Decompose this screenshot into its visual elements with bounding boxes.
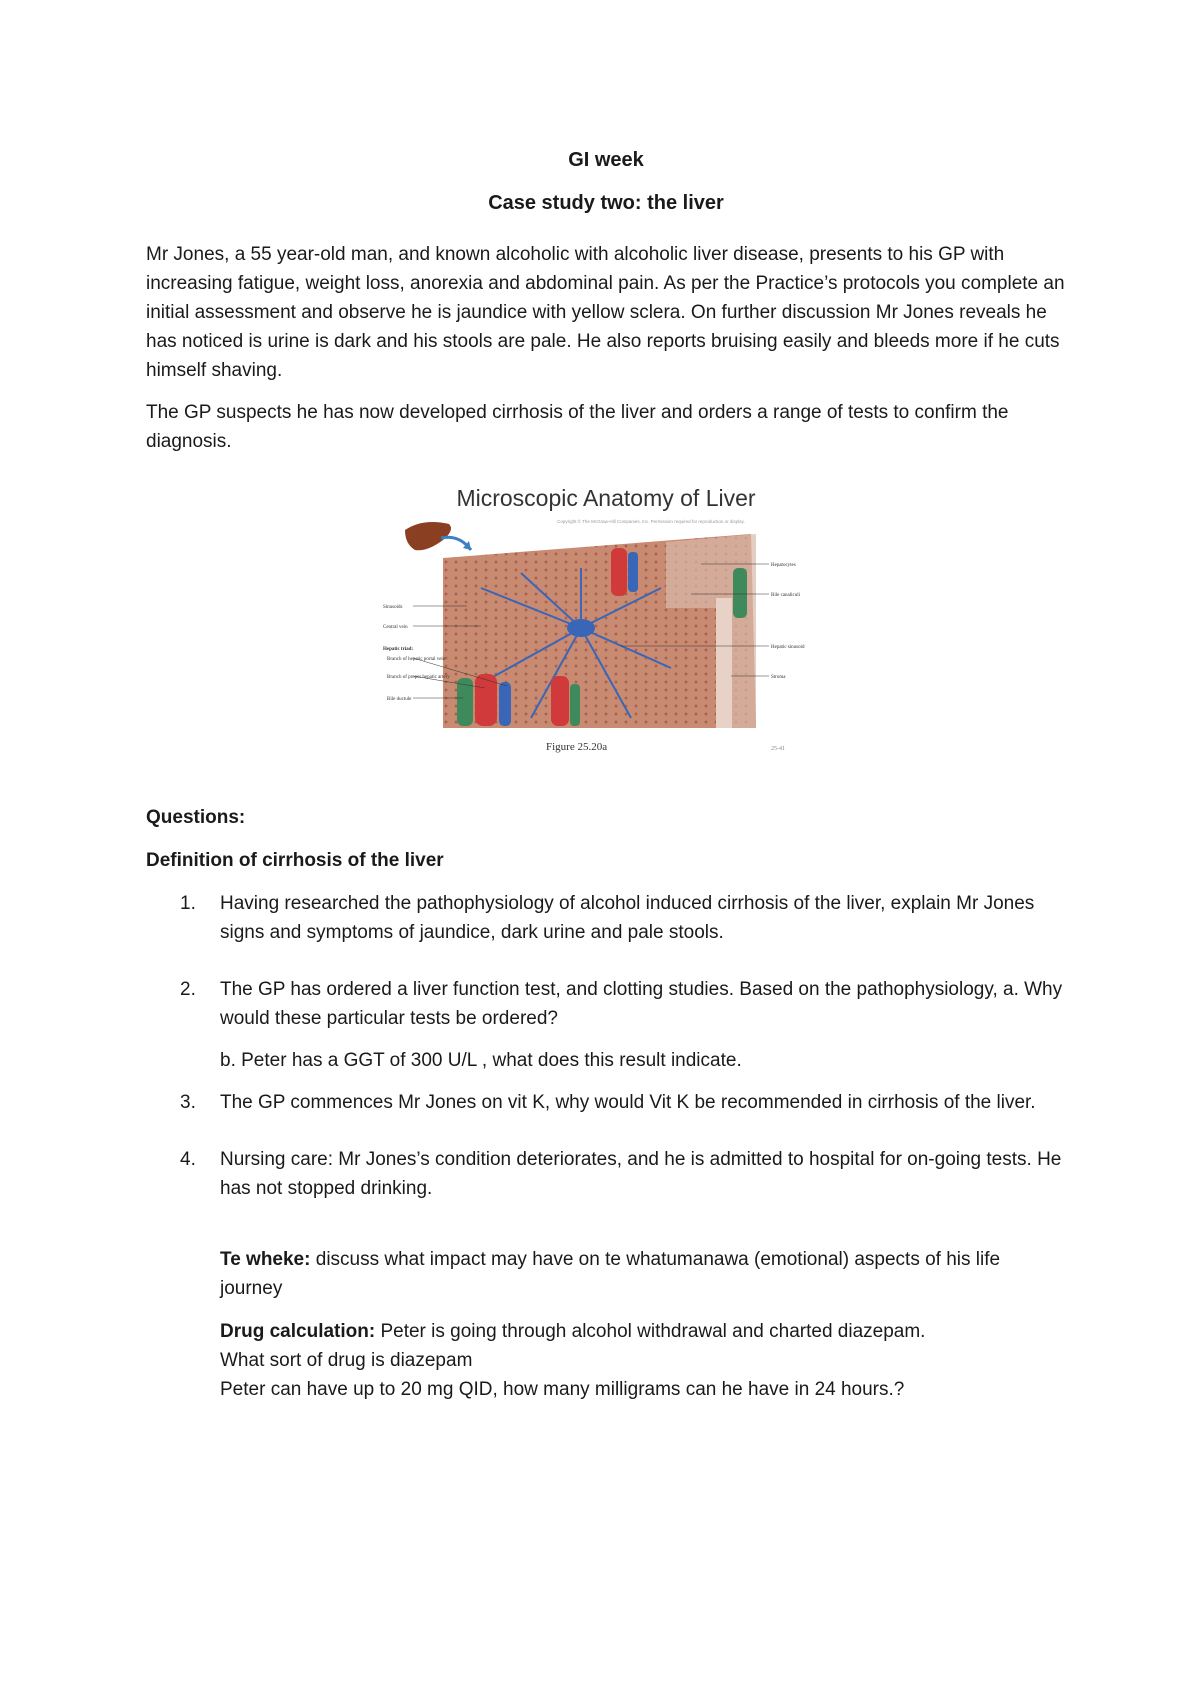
drug-calc-text-1: Peter is going through alcohol withdrawal and charted diazepam. [375,1321,926,1342]
artery-vessel [611,548,627,596]
liver-anatomy-illustration [371,478,841,773]
question-item-1 [146,889,1066,947]
te-wheke-text: discuss what impact may have on te whatumanawa (emotional) aspects of his life journey [220,1249,1001,1299]
question-number: 2. [180,979,196,1000]
question-number: 4. [180,1149,196,1170]
question-item-2 [146,975,1066,1075]
questions-heading: Questions: [146,807,246,828]
label-hepatic-artery: Branch of proper hepatic artery [387,675,450,680]
drug-calc-label: Drug calculation: [220,1321,376,1342]
question-number: 1. [180,893,196,914]
label-central-vein: Central vein [383,625,408,630]
portal-vein-vessel [628,552,638,592]
label-sinusoids: Sinusoids [383,605,403,610]
question-number: 3. [180,1092,196,1113]
figure-caption: Figure 25.20a [546,741,608,753]
drug-calc-line-3: Peter can have up to 20 mg QID, how many milligrams can he have in 24 hours.? [220,1379,905,1400]
figure-title: Microscopic Anatomy of Liver [456,485,756,511]
label-hepatocytes: Hepatocytes [771,563,796,568]
label-hepatic-sinusoid: Hepatic sinusoid [771,645,805,650]
question-list [146,889,1066,1203]
liver-anatomy-figure [371,478,841,773]
question-item-4 [146,1145,1066,1203]
question-subpart: b. Peter has a GGT of 300 U/L , what does this result indicate. [220,1050,742,1071]
question-item-3 [146,1088,1066,1117]
bile-ductule-vessel [457,678,473,726]
document-content [146,146,1066,1404]
document-title: GI week [568,149,644,171]
bile-ductule-vessel [570,684,580,726]
question-text: Nursing care: Mr Jones’s condition deteriorates, and he is admitted to hospital for on-going tests. He has not stopped drinking. [220,1149,1062,1199]
label-bile-canaliculi: Bile canaliculi [771,593,801,598]
label-bile-ductule: Bile ductule [387,697,412,702]
question-text: The GP has ordered a liver function test, and clotting studies. Based on the pathophysiology, a. Why would these particular tests be ordered? [220,979,1063,1029]
drug-calc-line-1 [220,1317,1066,1346]
document-subtitle: Case study two: the liver [488,192,724,214]
intro-paragraph-1: Mr Jones, a 55 year-old man, and known alcoholic with alcoholic liver disease, presents to his GP with increasing fatigue, weight loss, anorexia and abdominal pain. As per the Practice’s protocols you complete an initial assessment and observe he is jaundice with yellow sclera. On further discussion Mr Jones reveals he has noticed is urine is dark and his stools are pale. He also reports bruising easily and bleeds more if he cuts himself shaving. [146,244,1065,381]
intro-paragraph-2: The GP suspects he has now developed cirrhosis of the liver and orders a range of tests to confirm the diagnosis. [146,402,1009,452]
portal-vein-vessel [499,682,511,726]
figure-page-ref: 25-41 [771,746,785,752]
drug-calculation-block [146,1317,1066,1404]
label-hepatic-triad: Hepatic triad: [383,647,414,652]
artery-vessel [551,676,569,726]
stroma-column [716,598,732,728]
figure-copyright: Copyright © The McGraw-Hill Companies, Inc. Permission required for reproduction or display. [557,519,745,524]
label-stroma: Stroma [771,675,786,680]
bile-ductule-vessel [733,568,747,618]
left-labels [383,605,450,702]
right-labels [771,563,805,680]
drug-calc-line-2: What sort of drug is diazepam [220,1350,473,1371]
te-wheke-prompt [146,1245,1066,1303]
question-text: The GP commences Mr Jones on vit K, why would Vit K be recommended in cirrhosis of the liver. [220,1092,1036,1113]
label-portal-vein: Branch of hepatic portal vein [387,657,446,662]
definition-heading: Definition of cirrhosis of the liver [146,850,444,871]
te-wheke-label: Te wheke: [220,1249,311,1270]
question-text: Having researched the pathophysiology of alcohol induced cirrhosis of the liver, explain Mr Jones signs and symptoms of jaundice, dark urine and pale stools. [220,893,1035,943]
